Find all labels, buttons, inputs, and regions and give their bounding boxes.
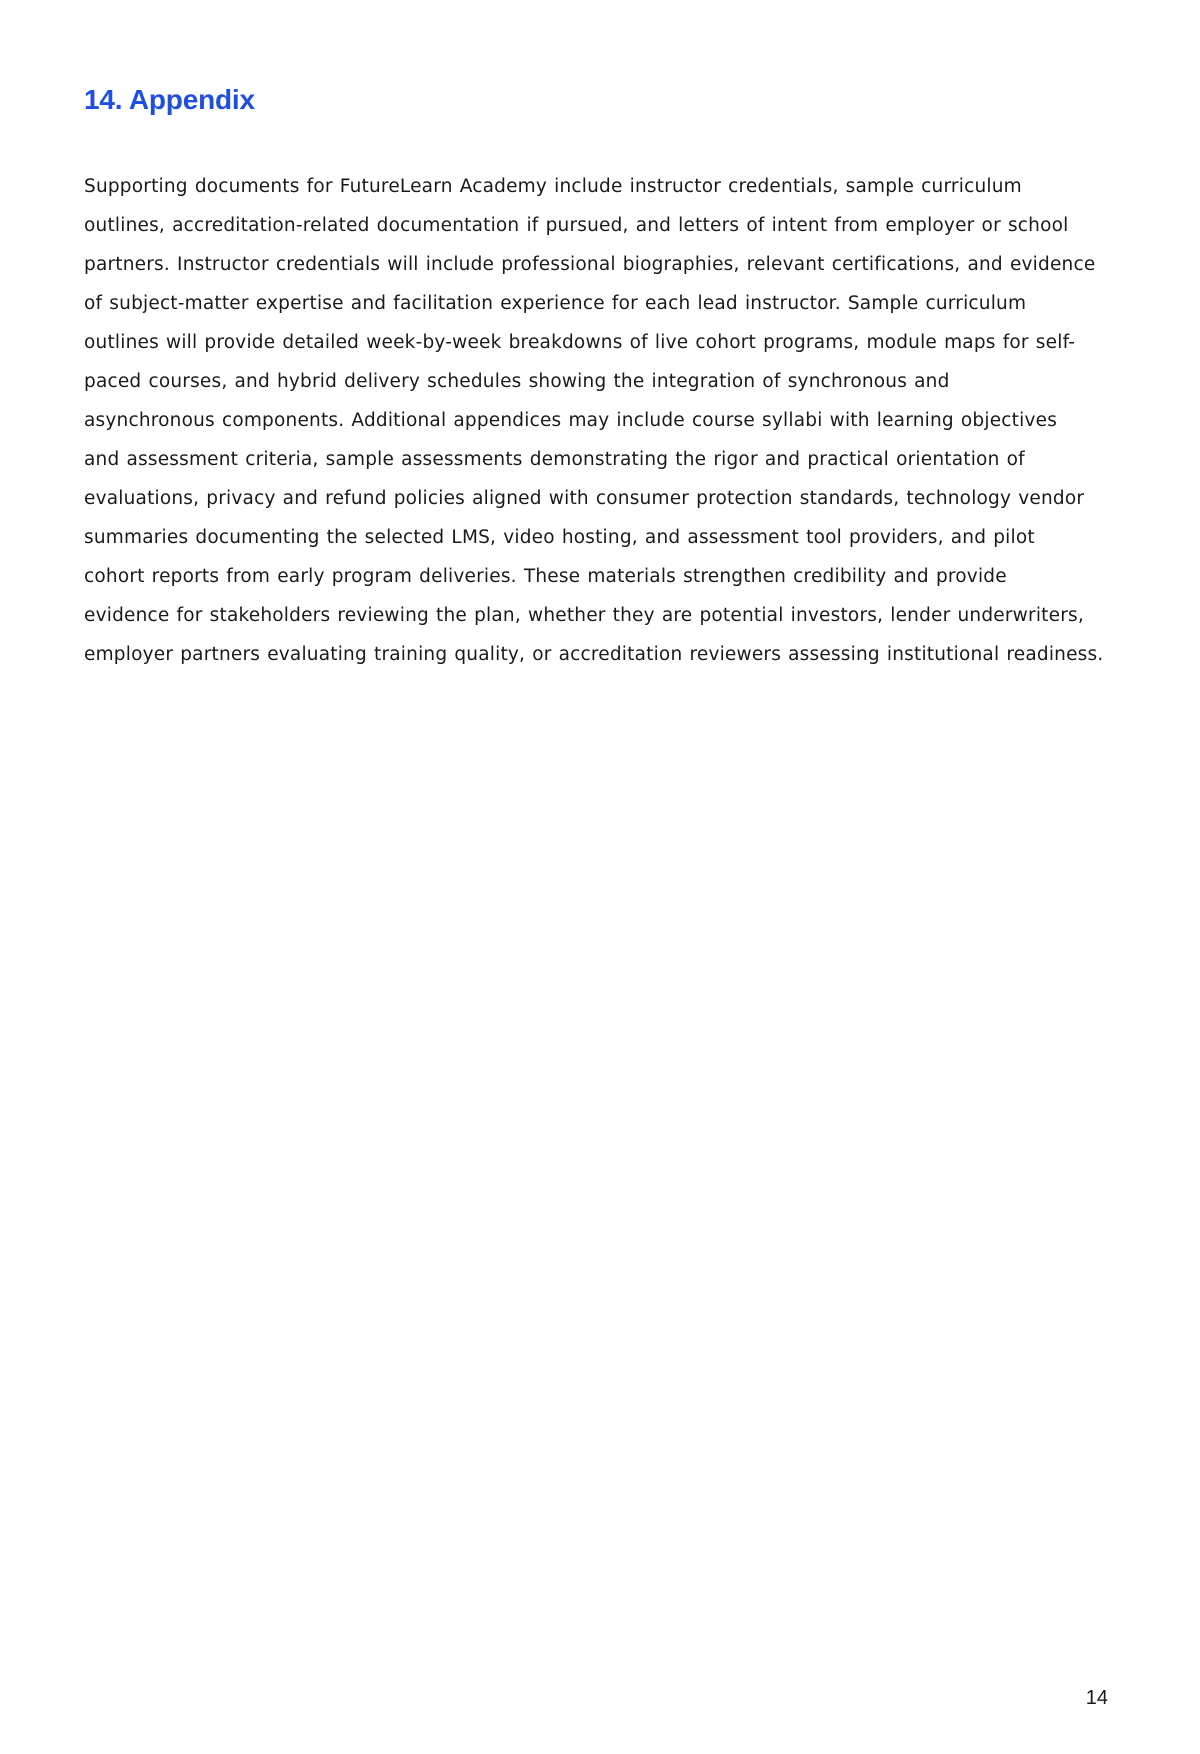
paragraph-line: partners. Instructor credentials will include professional biographies, relevant certifications, and evidence bbox=[84, 254, 1096, 275]
paragraph-line: evaluations, privacy and refund policies aligned with consumer protection standards, technology vendor bbox=[84, 488, 1085, 509]
paragraph-line: cohort reports from early program deliveries. These materials strengthen credibility and provide bbox=[84, 566, 1007, 587]
paragraph-line: of subject-matter expertise and facilitation experience for each lead instructor. Sample curriculum bbox=[84, 293, 1027, 314]
section-heading: 14. Appendix bbox=[84, 84, 255, 115]
page-number: 14 bbox=[1085, 1687, 1108, 1709]
appendix-paragraph bbox=[84, 167, 1119, 674]
paragraph-line: evidence for stakeholders reviewing the plan, whether they are potential investors, lender underwriters, bbox=[84, 605, 1084, 626]
paragraph-line: asynchronous components. Additional appendices may include course syllabi with learning objectives bbox=[84, 410, 1058, 431]
paragraph-line: outlines will provide detailed week-by-week breakdowns of live cohort programs, module maps for self- bbox=[84, 332, 1076, 353]
paragraph-line: and assessment criteria, sample assessments demonstrating the rigor and practical orientation of bbox=[84, 449, 1025, 470]
paragraph-line: Supporting documents for FutureLearn Academy include instructor credentials, sample curriculum bbox=[84, 176, 1022, 197]
paragraph-line: employer partners evaluating training quality, or accreditation reviewers assessing institutional readiness. bbox=[84, 644, 1104, 665]
paragraph-line: paced courses, and hybrid delivery schedules showing the integration of synchronous and bbox=[84, 371, 950, 392]
paragraph-line: outlines, accreditation-related documentation if pursued, and letters of intent from employer or school bbox=[84, 215, 1069, 236]
paragraph-line: summaries documenting the selected LMS, video hosting, and assessment tool providers, and pilot bbox=[84, 527, 1035, 548]
